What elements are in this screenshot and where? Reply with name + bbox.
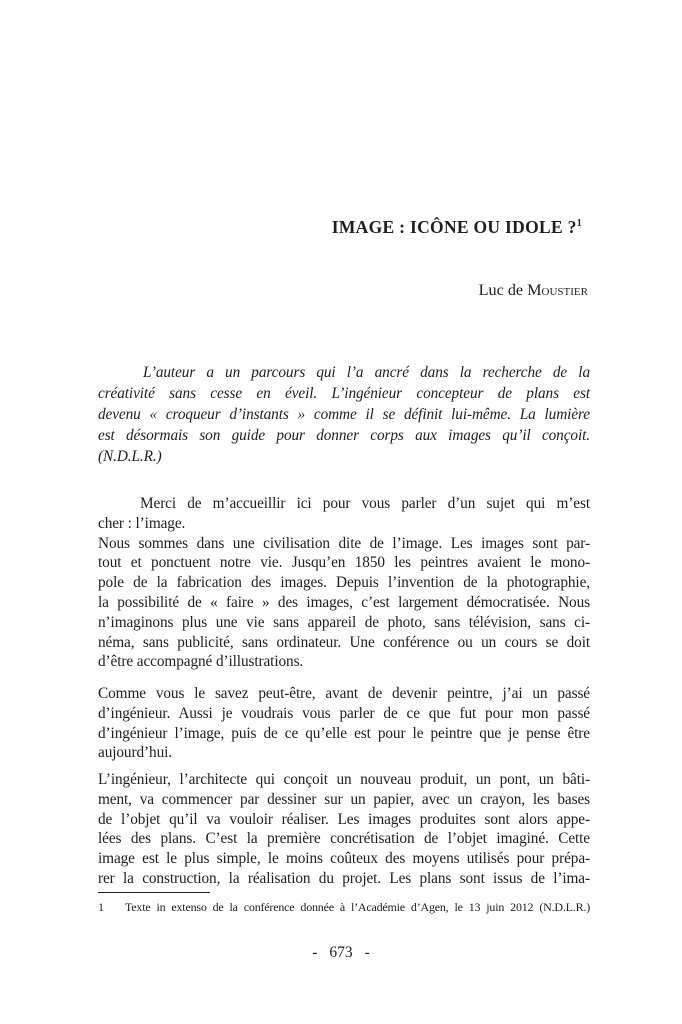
text-line: lées des plans. C’est la première concrétisation de l’objet imaginé. Cette xyxy=(98,830,590,848)
text-line: n’imaginons plus une vie sans appareil de photo, sans télévision, sans ci- xyxy=(98,613,590,631)
text-line: d’ingénieur l’image, puis de ce qu’elle est pour le peintre que je pense être xyxy=(98,724,590,742)
text-line: cher : l’image. xyxy=(98,514,186,532)
text-line: L’ingénieur, l’architecte qui conçoit un nouveau produit, un pont, un bâti- xyxy=(98,771,590,788)
text-line: d’ingénieur. Aussi je voudrais vous parler de ce que fut pour mon passé xyxy=(98,704,590,722)
text-line: Nous sommes dans une civilisation dite de l’image. Les images sont par- xyxy=(98,534,590,552)
text-line: (N.D.L.R.) xyxy=(98,447,162,465)
text-line: ment, va commencer par dessiner sur un papier, avec un crayon, les bases xyxy=(98,790,590,808)
footnote-text: Texte in extenso de la conférence donnée à l’Académie d’Agen, le 13 juin 2012 (N.D.L.R.) xyxy=(125,900,590,914)
text-line: pole de la fabrication des images. Depuis l’invention de la photographie, xyxy=(98,574,590,592)
text-line: L’auteur a un parcours qui l’a ancré dans la recherche de la xyxy=(143,364,590,381)
text-line: créativité sans cesse en éveil. L’ingénieur concepteur de plans est xyxy=(98,384,590,402)
footnote-reference: 1 xyxy=(576,218,582,230)
page-number-left-dash: - xyxy=(312,944,318,961)
page-number-value: 673 xyxy=(329,944,353,961)
text-line: Comme vous le savez peut-être, avant de devenir peintre, j’ai un passé xyxy=(98,685,590,702)
text-line: d’être accompagné d’illustrations. xyxy=(98,653,304,671)
author-name-prefix: Luc de M xyxy=(478,281,542,299)
text-line: devenu « croqueur d’instants » comme il se définit lui-même. La lumière xyxy=(98,405,590,423)
lead-paragraph xyxy=(98,363,590,468)
author-surname-smallcaps: oustier xyxy=(541,281,588,299)
body-paragraph-3 xyxy=(98,770,590,889)
page-title xyxy=(98,217,582,238)
text-line: Merci de m’accueillir ici pour vous parler d’un sujet qui m’est xyxy=(140,495,590,512)
text-line: néma, sans publicité, sans ordinateur. Une conférence ou un cours se doit xyxy=(98,633,590,651)
text-line: de l’objet qu’il va vouloir réaliser. Les images produites sont alors appe- xyxy=(98,810,590,828)
author-name xyxy=(98,281,588,300)
text-line: rer la construction, la réalisation du projet. Les plans sont issus de l’ima- xyxy=(98,869,590,887)
text-line: tout et ponctuent notre vie. Jusqu’en 1850 les peintres avaient le mono- xyxy=(98,554,590,572)
text-line: est désormais son guide pour donner corps aux images qu’il conçoit. xyxy=(98,426,590,444)
footnote-rule xyxy=(98,892,210,893)
body-paragraph-2 xyxy=(98,684,590,763)
text-line: aujourd’hui. xyxy=(98,744,172,762)
page-number xyxy=(0,944,682,962)
page-title-text: IMAGE : ICÔNE OU IDOLE ? xyxy=(331,217,577,237)
body-paragraph-1 xyxy=(98,494,590,672)
text-line: image est le plus simple, le moins coûteux des moyens utilisés pour prépa- xyxy=(98,850,590,868)
footnote-number: 1 xyxy=(98,900,104,914)
footnote xyxy=(98,900,590,915)
page-number-right-dash: - xyxy=(364,944,370,961)
text-line: la possibilité de « faire » des images, c’est largement démocratisée. Nous xyxy=(98,593,590,611)
